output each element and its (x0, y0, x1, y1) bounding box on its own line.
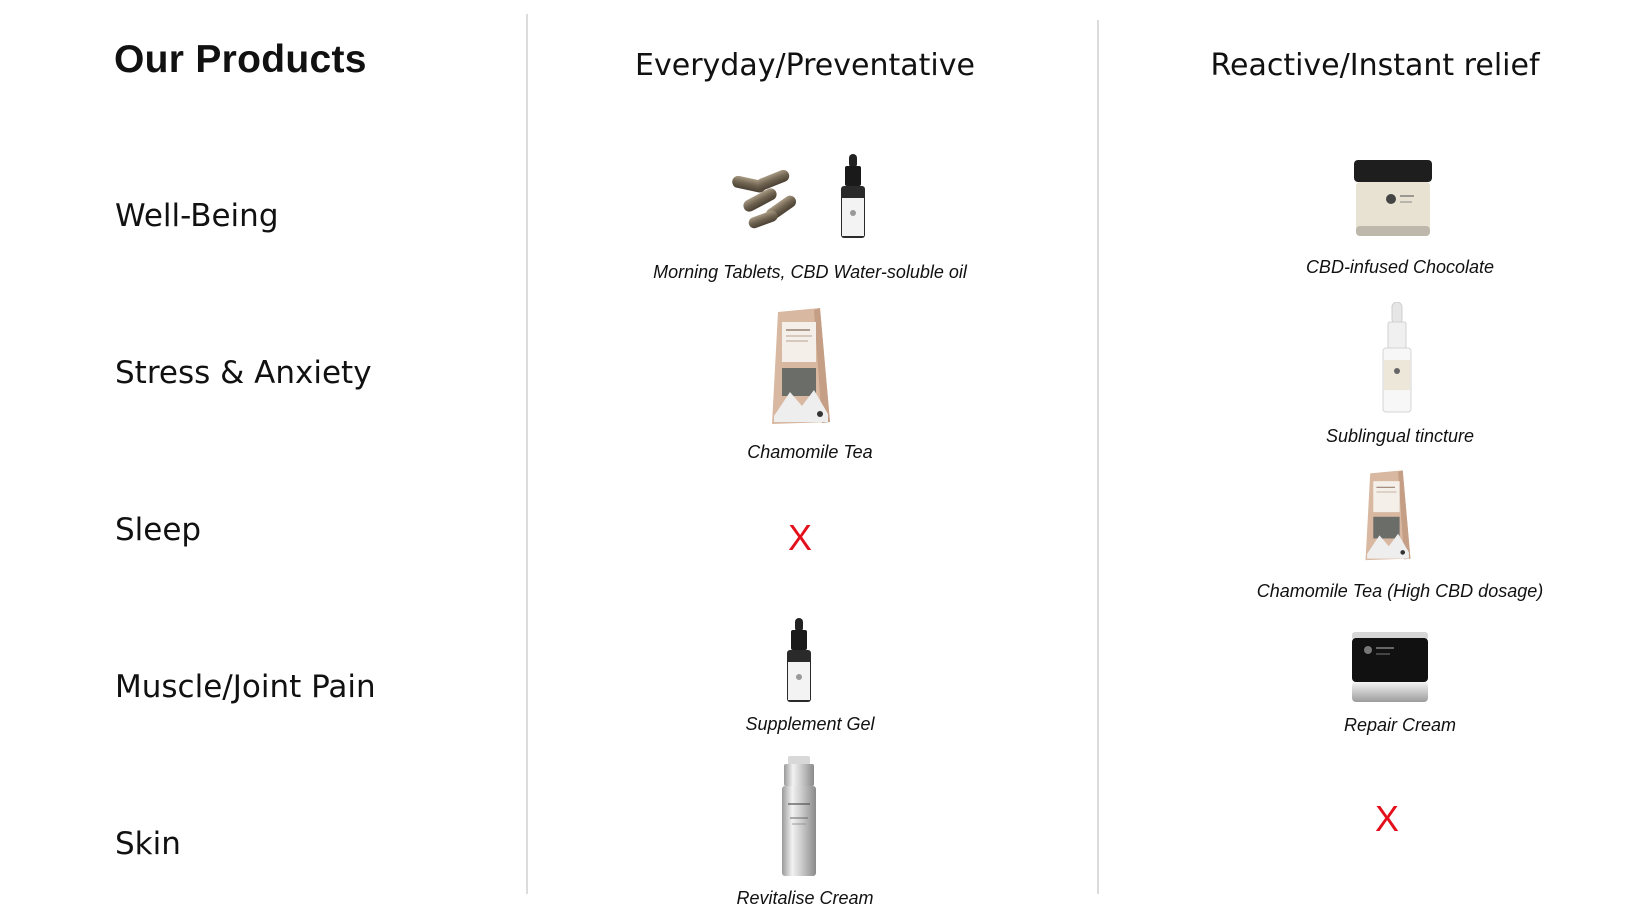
page-title: Our Products (114, 38, 367, 81)
row-label-skin: Skin (115, 826, 181, 862)
caption-revitalise-cream: Revitalise Cream (736, 888, 874, 908)
row-label-wellbeing: Well-Being (115, 198, 279, 234)
no-product-mark-sleep: X (787, 517, 812, 558)
column-header-reactive: Reactive/Instant relief (1210, 48, 1540, 83)
tea-pouch-image (770, 308, 832, 426)
caption-supplement-gel: Supplement Gel (745, 714, 875, 734)
sublingual-tincture-bottle-image (1380, 302, 1414, 414)
repair-cream-jar-image (1350, 632, 1430, 704)
caption-repair-cream: Repair Cream (1343, 715, 1457, 735)
caption-chamomile-tea: Chamomile Tea (747, 442, 873, 462)
row-label-muscle: Muscle/Joint Pain (115, 669, 376, 705)
supplement-gel-bottle-image (784, 618, 814, 704)
dropper-bottle-dark-image (838, 154, 868, 240)
revitalise-cream-bottle-image (780, 756, 818, 878)
column-divider-right (1097, 20, 1099, 894)
row-label-stress: Stress & Anxiety (115, 355, 372, 391)
caption-chamomile-tea-high-cbd: Chamomile Tea (High CBD dosage) (1256, 581, 1544, 601)
capsules-image (728, 170, 804, 232)
row-label-sleep: Sleep (115, 512, 202, 548)
caption-sublingual-tincture: Sublingual tincture (1325, 426, 1475, 446)
chocolate-jar-image (1352, 160, 1434, 240)
no-product-mark-skin: X (1374, 798, 1399, 839)
column-divider-left (526, 14, 528, 894)
caption-morning-tablets: Morning Tablets, CBD Water-soluble oil (653, 262, 967, 282)
caption-cbd-chocolate: CBD-infused Chocolate (1305, 257, 1495, 277)
column-header-everyday: Everyday/Preventative (635, 48, 975, 83)
tea-pouch-high-cbd-image (1364, 470, 1412, 562)
